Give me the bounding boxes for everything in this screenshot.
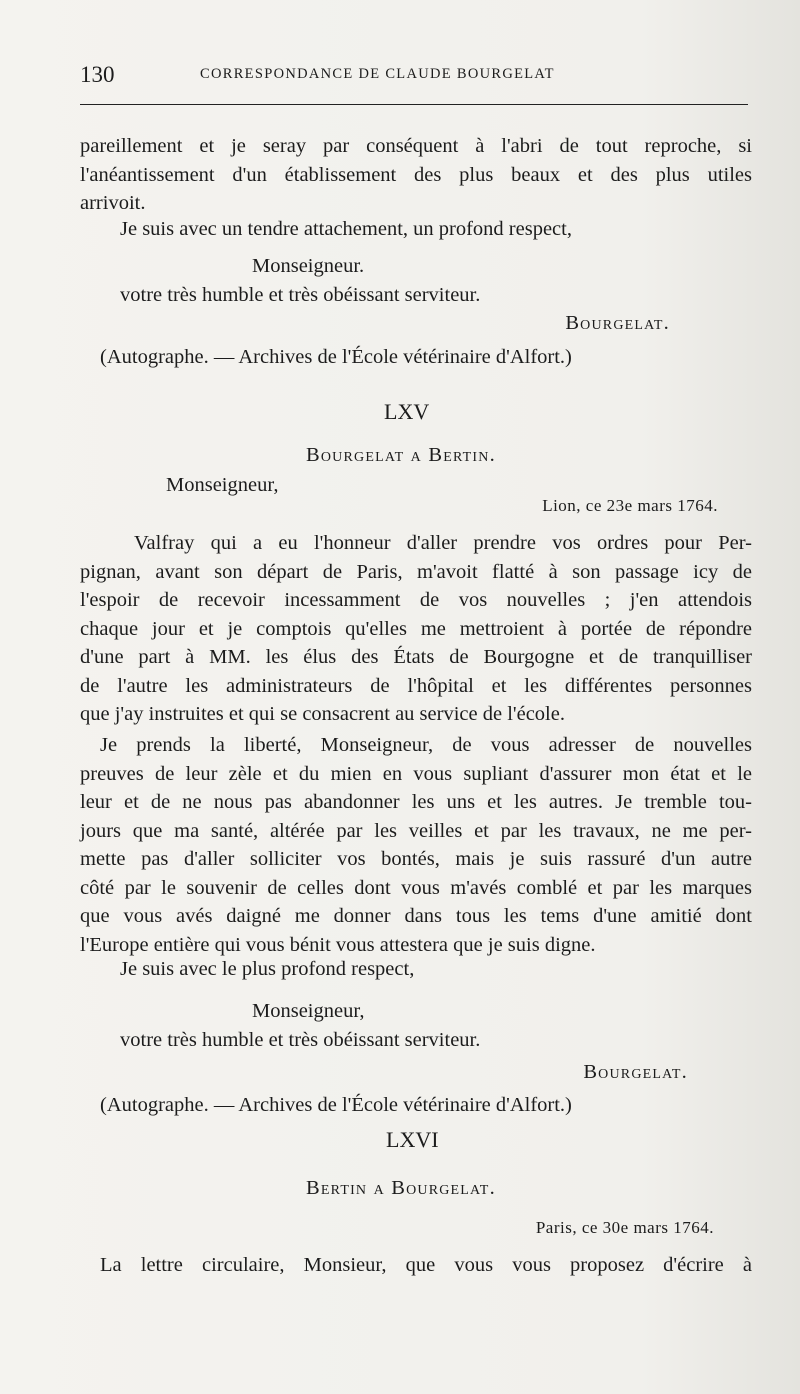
text-line: mette pas d'aller solliciter vos bontés, mais je suis rassuré d'un autre — [80, 848, 752, 870]
letter2-closing: Je suis avec le plus profond respect, — [120, 958, 415, 980]
letter1-signature: Bourgelat. — [565, 312, 670, 334]
letter2-dateline: Lion, ce 23e mars 1764. — [542, 496, 718, 515]
text-line: de l'autre les administrateurs de l'hôpital et les différentes personnes — [80, 674, 752, 697]
text-line: La lettre circulaire, Monsieur, que vous vous proposez d'écrire à — [100, 1254, 752, 1276]
letter3-number: LXVI — [386, 1127, 439, 1152]
page-number: 130 — [80, 62, 115, 87]
letter2-signature: Bourgelat. — [583, 1061, 688, 1083]
text-line: l'Europe entière qui vous bénit vous attestera que je suis digne. — [80, 933, 596, 956]
letter1-servant: votre très humble et très obéissant serviteur. — [120, 284, 481, 306]
header-rule — [80, 104, 748, 105]
letter2-number: LXV — [384, 399, 430, 424]
text-line: jours que ma santé, altérée par les veilles et par les travaux, ne me per- — [80, 819, 752, 842]
letter2-paragraph-2 — [80, 731, 752, 959]
text-line: que vous avés daigné me donner dans tous les tems d'une amitié dont — [80, 905, 752, 927]
text-line: Valfray qui a eu l'honneur d'aller prendre vos ordres pour Per- — [134, 532, 752, 554]
text-line: l'anéantissement d'un établissement des plus beaux et des plus utiles — [80, 163, 752, 186]
text-line: d'une part à MM. les élus des États de Bourgogne et de tranquilliser — [80, 646, 752, 668]
letter3-heading: Bertin a Bourgelat. — [306, 1177, 496, 1199]
text-line: côté par le souvenir de celles dont vous m'avés comblé et par les marques — [80, 876, 752, 899]
text-line: Je prends la liberté, Monseigneur, de vous adresser de nouvelles — [100, 734, 752, 756]
letter2-salutation: Monseigneur, — [166, 474, 279, 496]
letter3-paragraph-1 — [80, 1251, 752, 1280]
text-line: arrivoit. — [80, 192, 146, 214]
letter2-servant: votre très humble et très obéissant serviteur. — [120, 1029, 481, 1051]
text-line: preuves de leur zèle et du mien en vous supliant d'assurer mon état et le — [80, 762, 752, 785]
text-line: que j'ay instruites et qui se consacrent au service de l'école. — [80, 703, 565, 725]
text-line: chaque jour et je comptois qu'elles me mettroient à portée de répondre — [80, 617, 752, 640]
letter2-heading: Bourgelat a Bertin. — [306, 444, 496, 466]
letter2-paragraph-1 — [80, 529, 752, 729]
letter2-salutation2: Monseigneur, — [252, 1000, 365, 1022]
letter2-source: (Autographe. — Archives de l'École vétérinaire d'Alfort.) — [100, 1094, 572, 1116]
letter3-dateline: Paris, ce 30e mars 1764. — [535, 1218, 714, 1237]
page-header — [80, 62, 750, 92]
text-line: l'espoir de recevoir incessamment de vos nouvelles ; j'en attendois — [80, 589, 752, 611]
letter1-text — [80, 132, 752, 218]
running-head: CORRESPONDANCE DE CLAUDE BOURGELAT — [200, 66, 555, 82]
letter1-closing: Je suis avec un tendre attachement, un profond respect, — [120, 218, 572, 240]
text-line: pignan, avant son départ de Paris, m'avoit flatté à son passage icy de — [80, 560, 752, 583]
letter1-source: (Autographe. — Archives de l'École vétérinaire d'Alfort.) — [100, 346, 572, 368]
text-line: pareillement et je seray par conséquent à l'abri de tout reproche, si — [80, 135, 752, 157]
letter1-salutation: Monseigneur. — [252, 255, 365, 277]
text-line: leur et de ne nous pas abandonner les uns et les autres. Je tremble tou- — [80, 791, 752, 813]
